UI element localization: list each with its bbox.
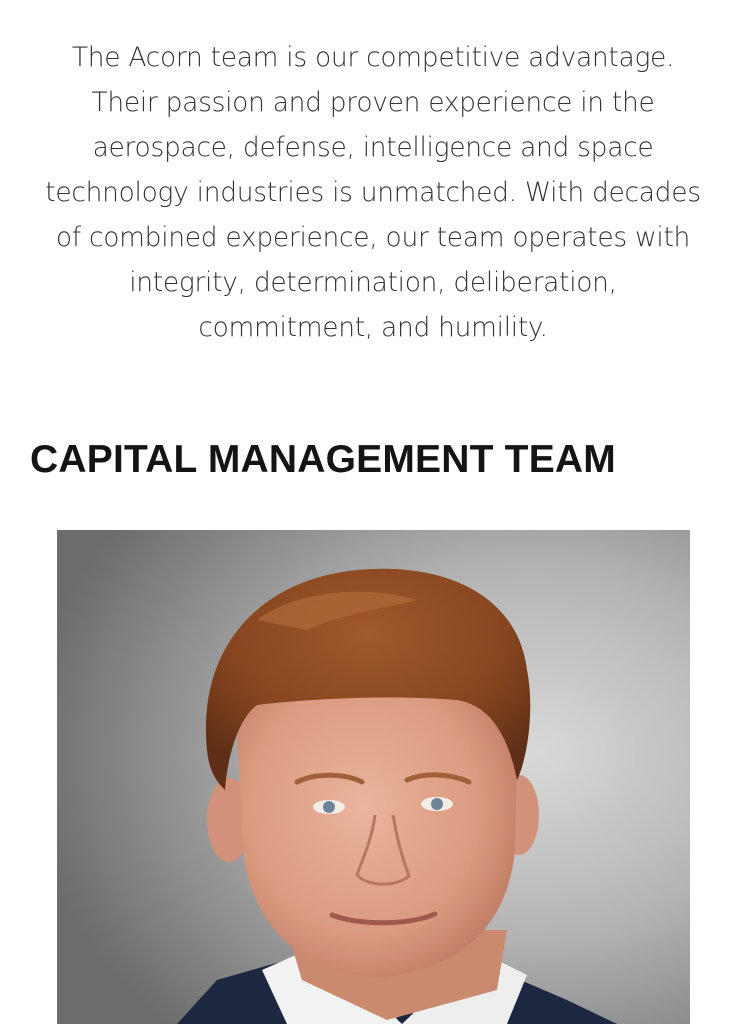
- intro-paragraph: The Acorn team is our competitive advantage. Their passion and proven experience in the aerospace, defense, intelligence and space technology industries is unmatched. With decades of combined experience, our team operates with integrity, determination, deliberation, commitment, and humility.: [45, 41, 701, 343]
- section-title: CAPITAL MANAGEMENT TEAM: [30, 438, 616, 482]
- face-shape: [237, 668, 517, 979]
- team-member-photo: [57, 530, 690, 1024]
